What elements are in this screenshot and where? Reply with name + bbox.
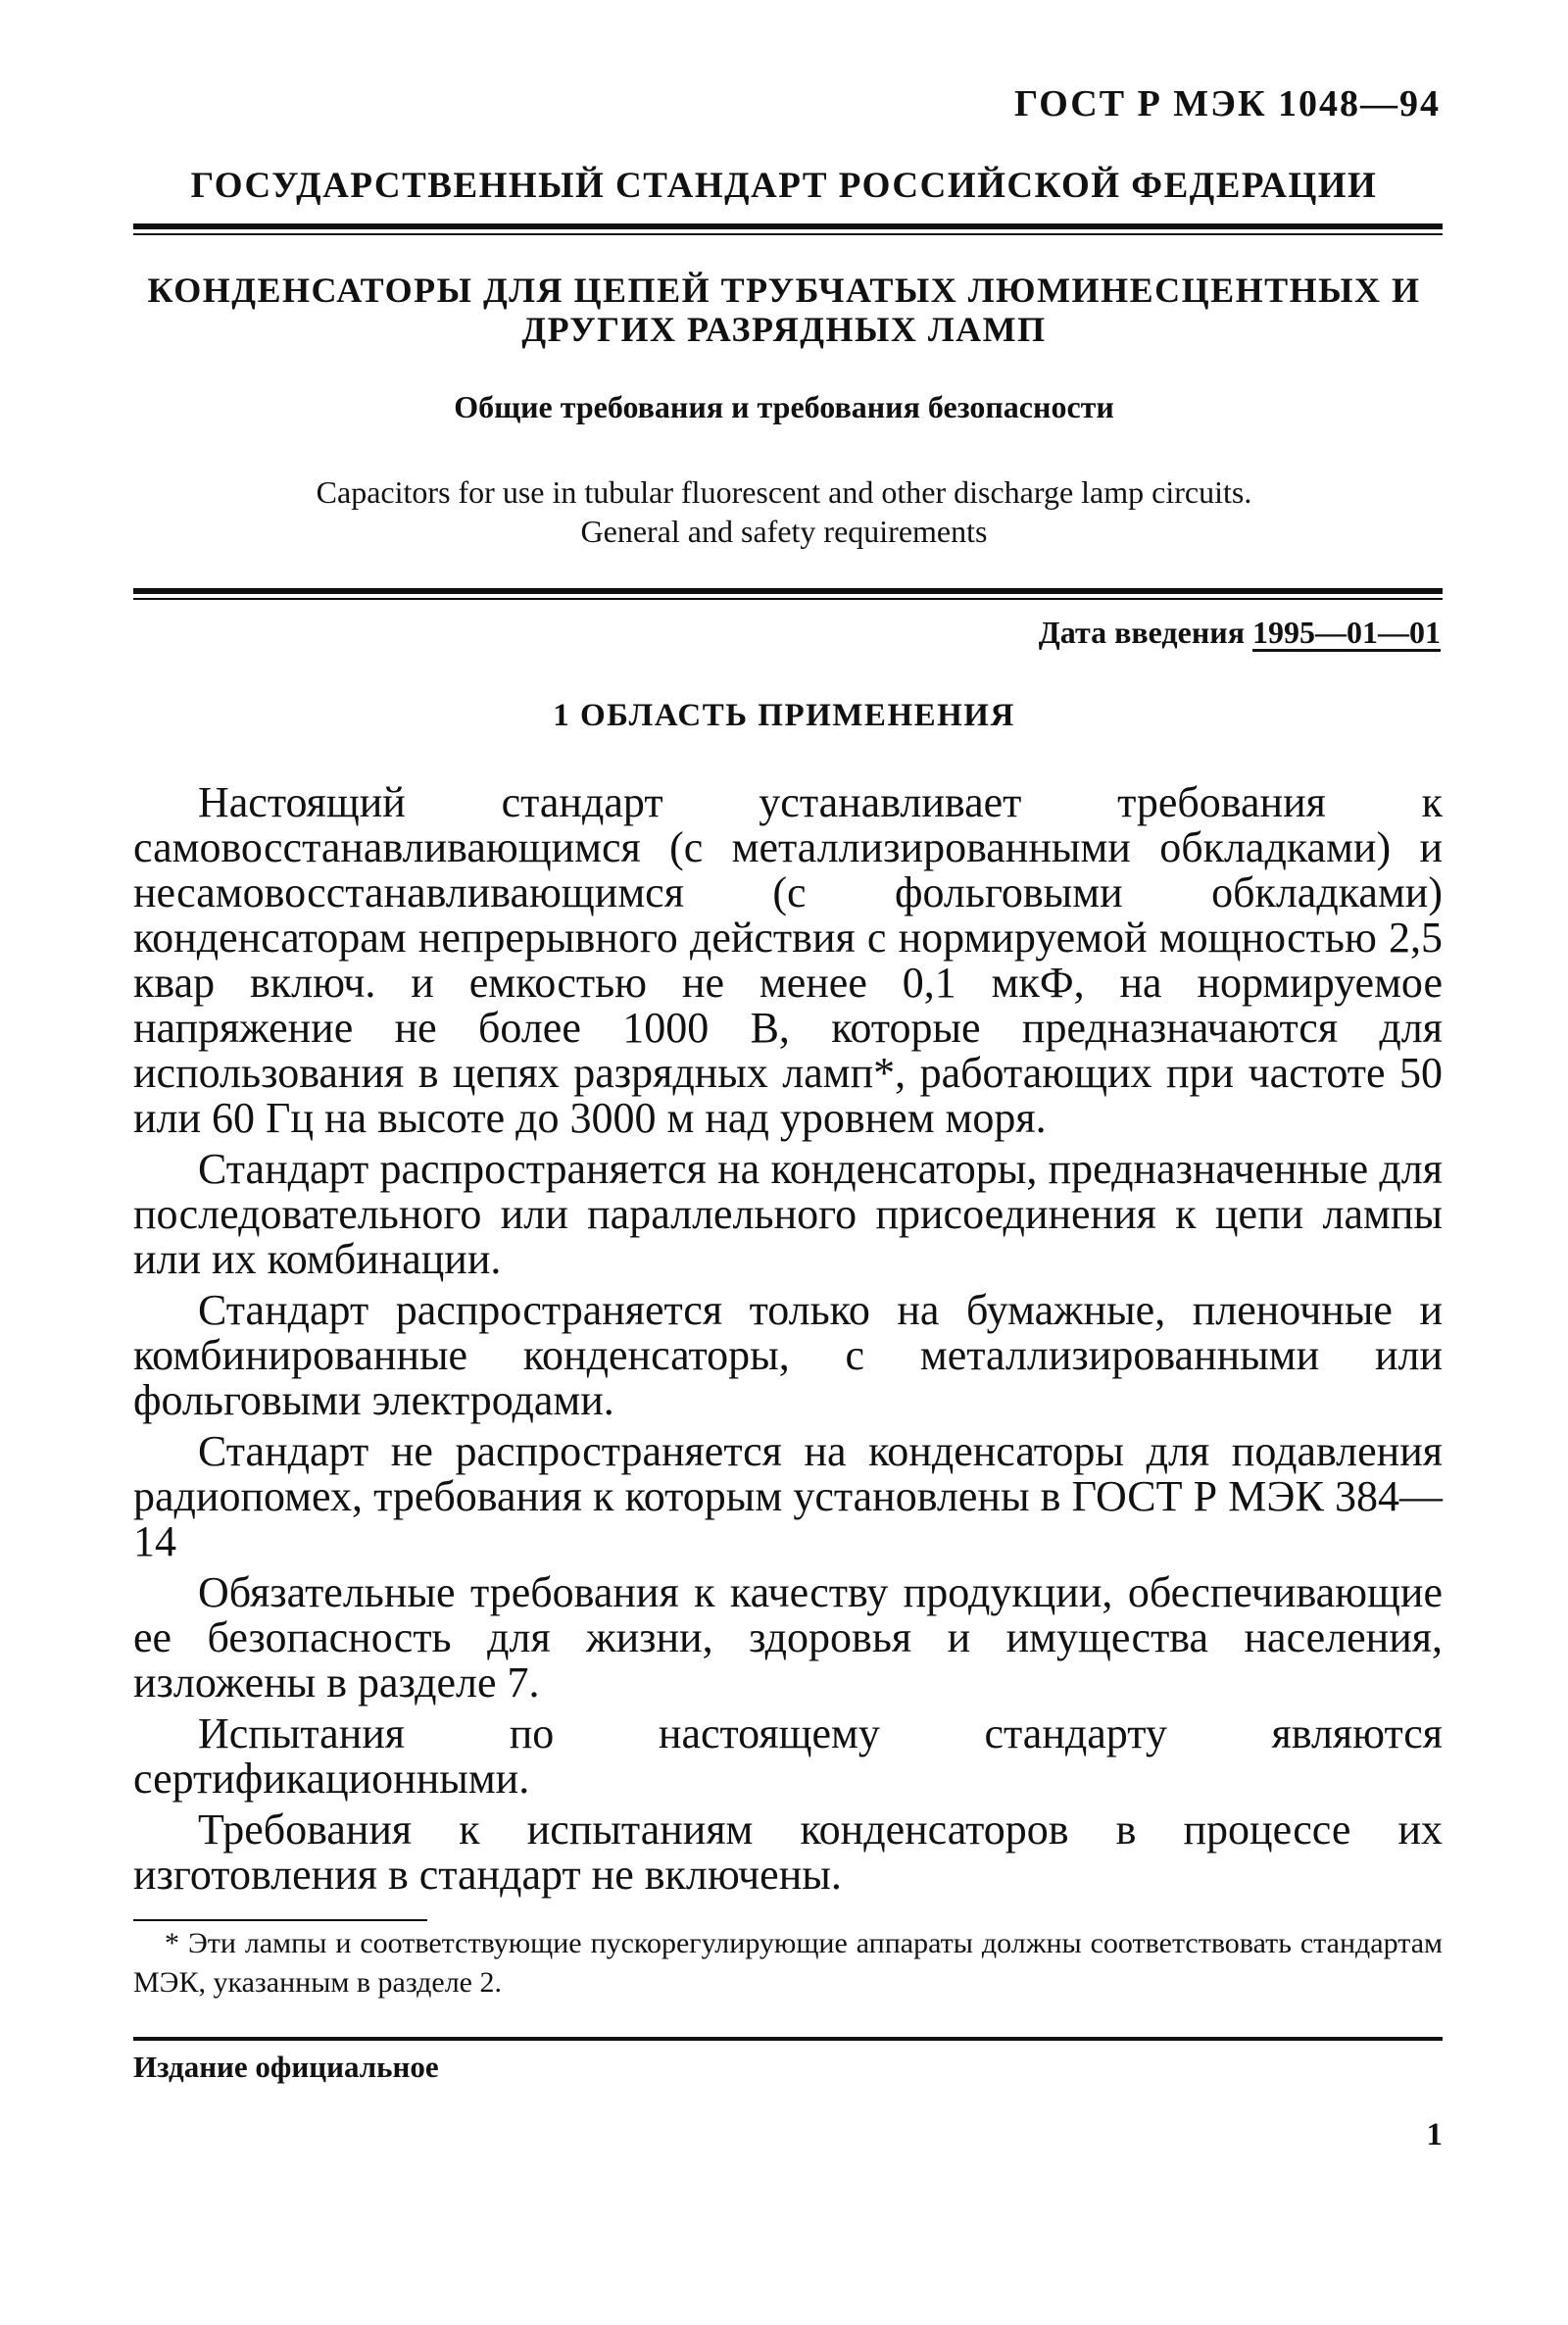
introduction-date-value: 1995—01—01	[1252, 615, 1441, 650]
document-subtitle: Общие требования и требования безопасности	[454, 389, 1114, 424]
header-rule-thick	[133, 223, 1443, 229]
introduction-date	[784, 615, 1441, 651]
paragraph: Требования к испытаниям конденсаторов в процессе их изготовления в стандарт не включены.	[133, 1806, 1443, 1899]
footnote: * Эти лампы и соответствующие пускорегулирующие аппараты должны соответствовать стандартам МЭК, указанным в разделе 2.	[133, 1927, 1443, 1999]
edition-label: Издание официальное	[133, 2050, 439, 2084]
document-code: ГОСТ Р МЭК 1048—94	[1014, 83, 1441, 124]
document-title	[137, 271, 1431, 349]
paragraph: Стандарт не распространяется на конденсаторы для подавления радиопомех, требования к которым установлены в ГОСТ Р МЭК 384—14	[133, 1427, 1443, 1565]
paragraph: Стандарт распространяется на конденсаторы, предназначенные для последовательного или параллельного присоединения к цепи лампы или их комбинации.	[133, 1145, 1443, 1283]
state-standard-heading: ГОСУДАРСТВЕННЫЙ СТАНДАРТ РОССИЙСКОЙ ФЕДЕРАЦИИ	[190, 166, 1378, 206]
introduction-date-label: Дата введения	[1038, 615, 1245, 650]
paragraph: Испытания по настоящему стандарту являются сертификационными.	[133, 1709, 1443, 1803]
footer-rule	[133, 2037, 1443, 2041]
paragraph: Настоящий стандарт устанавливает требования к самовосстанавливающимся (с металлизированными обкладками) и несамовосстанавливающимся (с фольговыми обкладками) конденсаторам непрерывного действия с нормируемой мощностью 2,5 квар включ. и емкостью не менее 0,1 мкФ, на нормируемое напряжение не более 1000 В, которые предназначаются для использования в цепях разрядных ламп*, работающих при частоте 50 или 60 Гц на высоте до 3000 м над уровнем моря.	[133, 778, 1443, 1142]
title-line-2: ДРУГИХ РАЗРЯДНЫХ ЛАМП	[521, 310, 1047, 349]
section-body	[133, 780, 1443, 1904]
paragraph: Стандарт распространяется только на бумажные, пленочные и комбинированные конденсаторы, с металлизированными или фольговыми электродами.	[133, 1286, 1443, 1424]
english-title-line-1: Capacitors for use in tubular fluorescent and other discharge lamp circuits.	[316, 474, 1252, 510]
english-title	[137, 472, 1431, 551]
title-line-1: КОНДЕНСАТОРЫ ДЛЯ ЦЕПЕЙ ТРУБЧАТЫХ ЛЮМИНЕСЦЕНТНЫХ И	[147, 271, 1421, 310]
title-rule-thin	[133, 598, 1443, 600]
page-number: 1	[1426, 2117, 1443, 2152]
paragraph: Обязательные требования к качеству продукции, обеспечивающие ее безопасность для жизни, здоровья и имущества населения, изложены в разделе 7.	[133, 1568, 1443, 1707]
footnote-separator	[133, 1919, 427, 1921]
title-rule-thick	[133, 588, 1443, 594]
header-rule-thin	[133, 233, 1443, 235]
section-heading: 1 ОБЛАСТЬ ПРИМЕНЕНИЯ	[553, 698, 1015, 733]
english-title-line-2: General and safety requirements	[580, 514, 988, 549]
